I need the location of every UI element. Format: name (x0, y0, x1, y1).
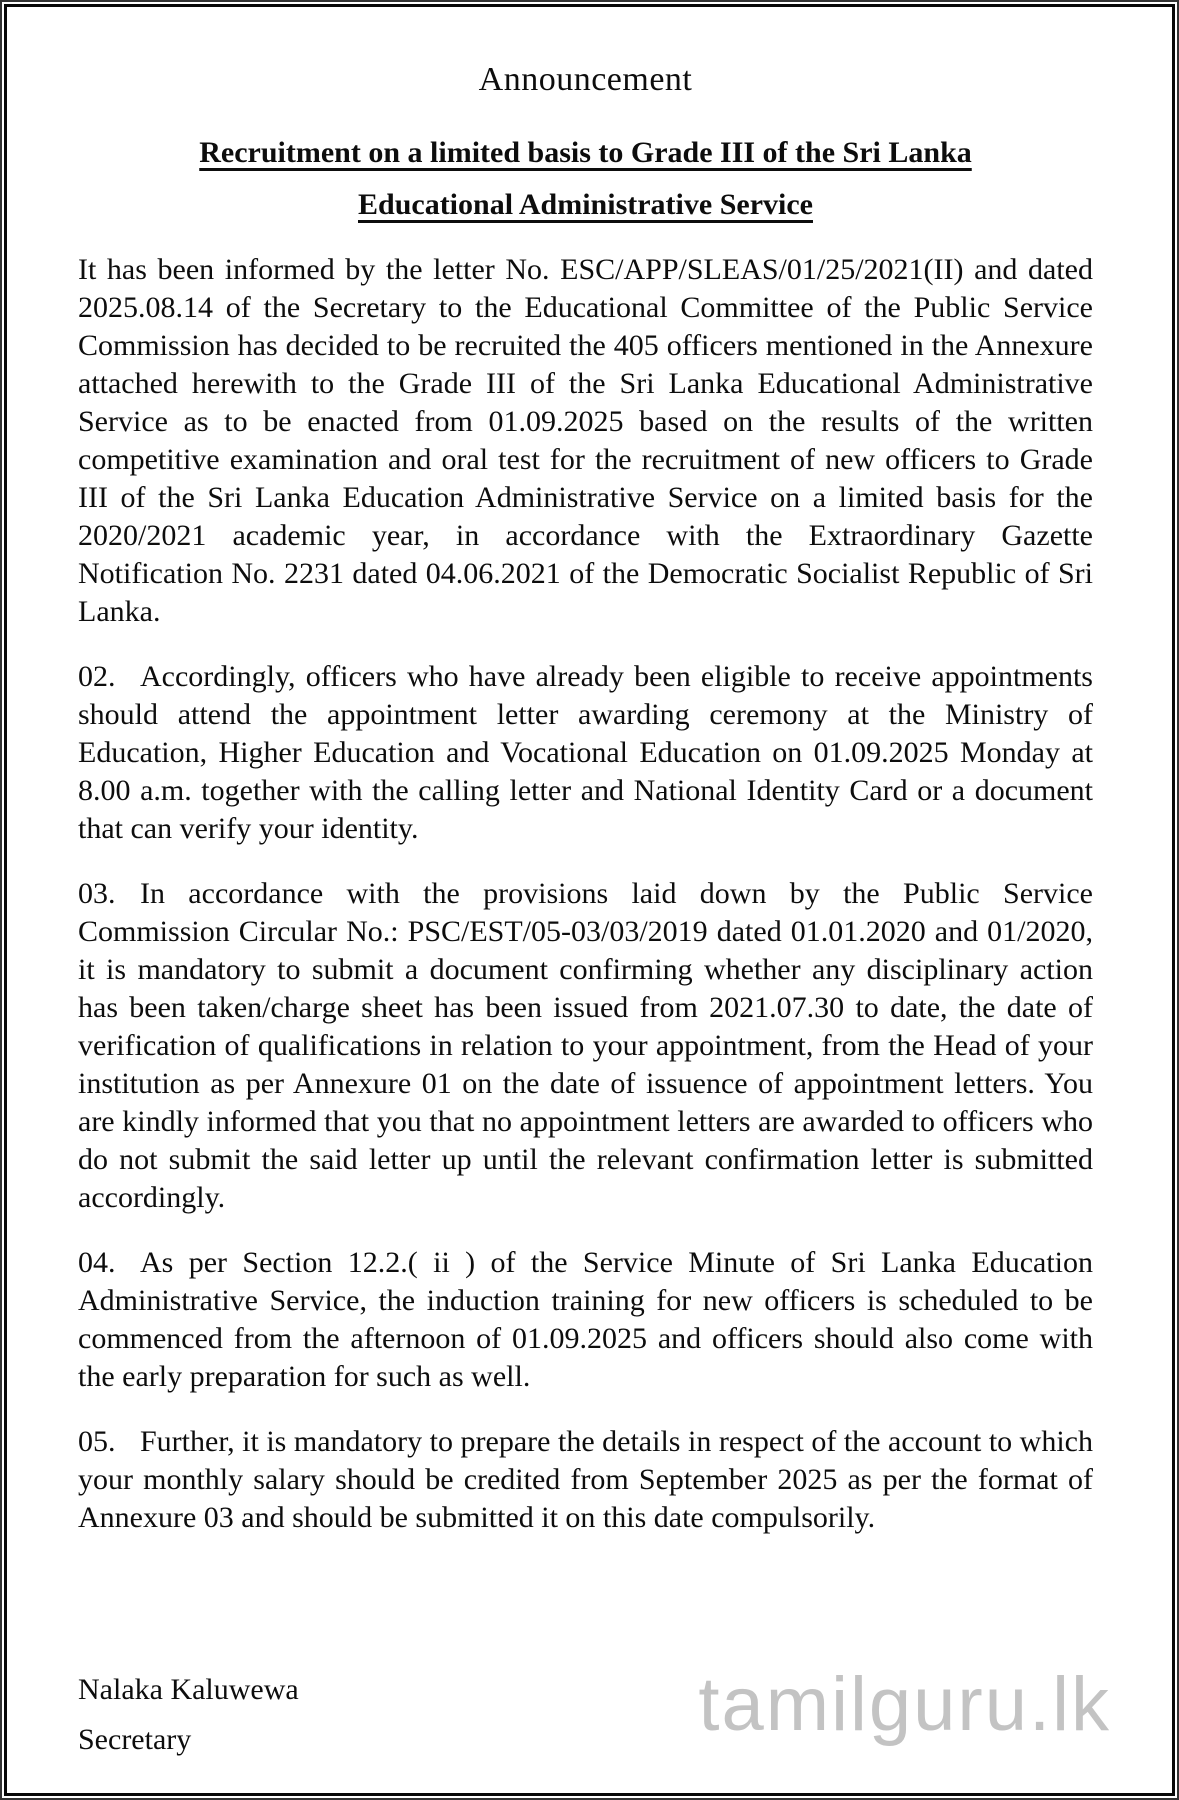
paragraph-text: As per Section 12.2.( ii ) of the Service Minute of Sri Lanka Education Administrative Service, the induction training for new officers is scheduled to be commenced from the afternoon of 01.09.2025 and officers should also come with the early preparation for such as well. (78, 1246, 1093, 1393)
signature-title: Secretary (78, 1723, 192, 1756)
paragraph-number: 05. (78, 1425, 116, 1458)
watermark: tamilguru.lk (698, 1662, 1111, 1747)
paragraph-intro (78, 251, 1093, 631)
paragraph-04 (78, 1244, 1093, 1396)
paragraph-03 (78, 875, 1093, 1217)
paragraph-text: Further, it is mandatory to prepare the details in respect of the account to which your monthly salary should be credited from September 2025 as per the format of Annexure 03 and should be submitted it on this date compulsorily. (78, 1425, 1093, 1534)
document-heading (78, 127, 1093, 231)
paragraph-text: Accordingly, officers who have already been eligible to receive appointments should attend the appointment letter awarding ceremony at the Ministry of Education, Higher Education and Vocational Education on 01.09.2025 Monday at 8.00 a.m. together with the calling letter and National Identity Card or a document that can verify your identity. (78, 660, 1093, 845)
paragraph-number: 02. (78, 660, 116, 693)
signature-name: Nalaka Kaluwewa (78, 1673, 299, 1706)
paragraph-text: In accordance with the provisions laid down by the Public Service Commission Circular No.: PSC/EST/05-03/03/2019 dated 01.01.2020 and 01/2020, it is mandatory to submit a document confirming whether any disciplinary action has been taken/charge sheet has been issued from 2021.07.30 to date, the date of verification of qualifications in relation to your appointment, from the Head of your institution as per Annexure 01 on the date of issuence of appointment letters. You are kindly informed that you that no appointment letters are awarded to officers who do not submit the said letter up until the relevant confirmation letter is submitted accordingly. (78, 877, 1093, 1214)
paragraph-02 (78, 658, 1093, 848)
paragraph-number: 03. (78, 877, 116, 910)
heading-line-2: Educational Administrative Service (358, 188, 813, 221)
paragraph-text: It has been informed by the letter No. ESC/APP/SLEAS/01/25/2021(II) and dated 2025.08.14 of the Secretary to the Educational Committee of the Public Service Commission has decided to be recruited the 405 officers mentioned in the Annexure attached herewith to the Grade III of the Sri Lanka Educational Administrative Service as to be enacted from 01.09.2025 based on the results of the written competitive examination and oral test for the recruitment of new officers to Grade III of the Sri Lanka Education Administrative Service on a limited basis for the 2020/2021 academic year, in accordance with the Extraordinary Gazette Notification No. 2231 dated 04.06.2021 of the Democratic Socialist Republic of Sri Lanka. (78, 253, 1093, 628)
paragraph-05 (78, 1423, 1093, 1537)
heading-line-1: Recruitment on a limited basis to Grade III of the Sri Lanka (199, 136, 972, 169)
paragraph-number: 04. (78, 1246, 116, 1279)
page-title: Announcement (478, 61, 693, 98)
